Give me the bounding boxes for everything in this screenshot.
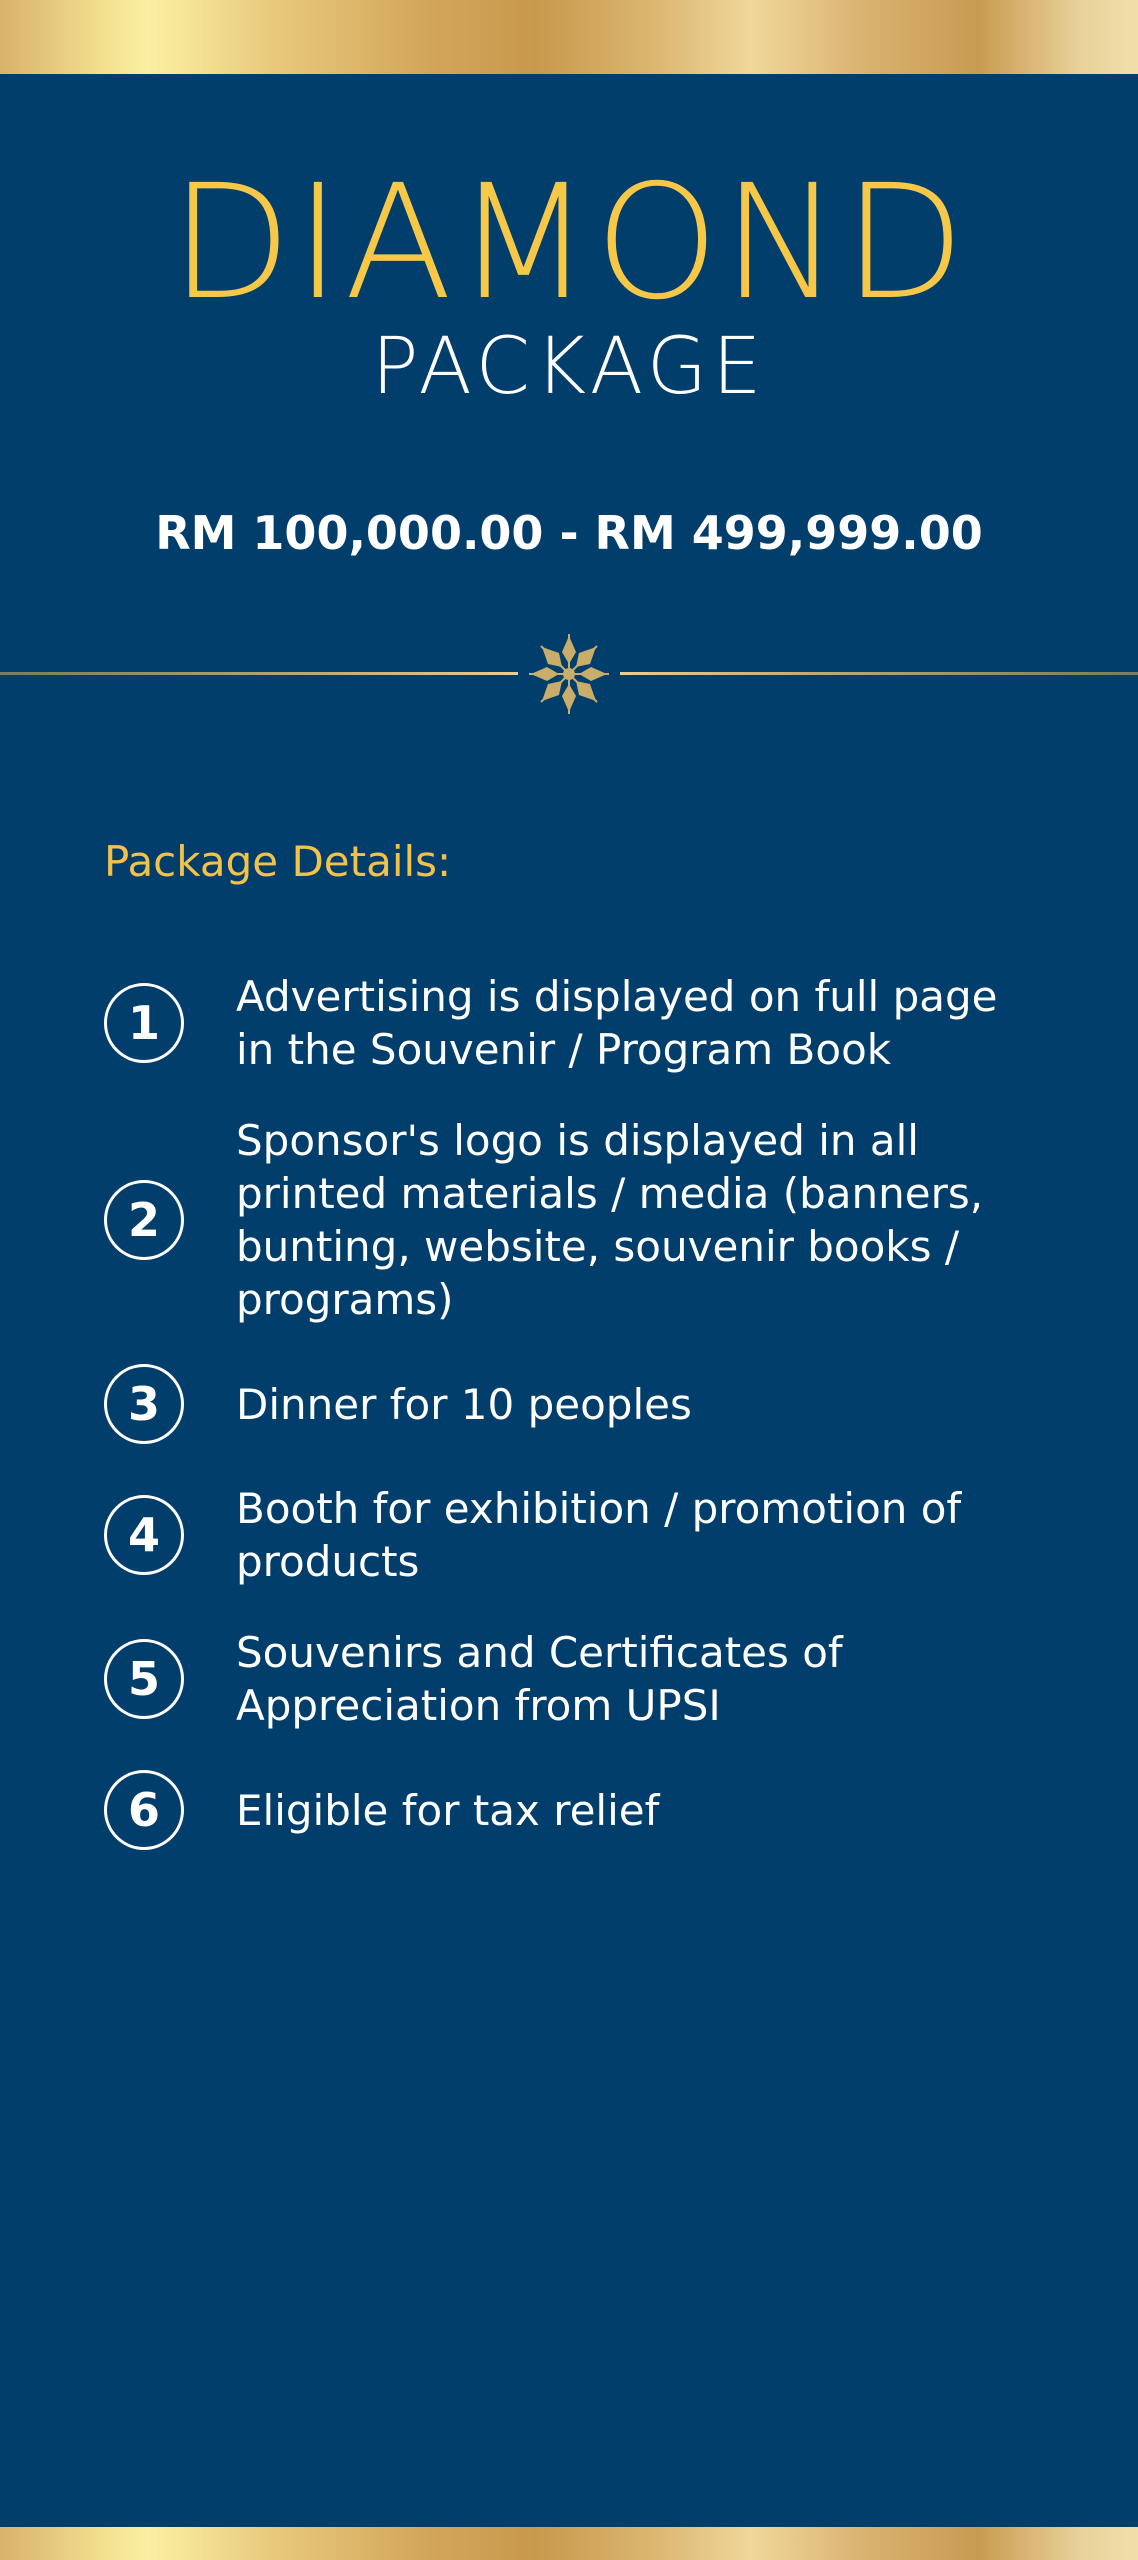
list-item	[104, 1114, 1044, 1326]
package-details-list	[104, 970, 1044, 1888]
list-item-text: Sponsor's logo is displayed in all printed materials / media (banners, bunting, website, souvenir books / programs)	[236, 1116, 984, 1324]
list-item	[104, 1364, 1044, 1444]
list-item	[104, 1482, 1044, 1588]
ornament-divider	[0, 628, 1138, 720]
list-item-text: Eligible for tax relief	[236, 1785, 660, 1835]
number-badge: 1	[104, 983, 184, 1063]
number-badge: 6	[104, 1770, 184, 1850]
package-title: DIAMOND	[170, 151, 968, 335]
package-details-heading: Package Details:	[104, 837, 452, 886]
snowflake-ornament-icon	[529, 634, 609, 714]
list-item-text: Advertising is displayed on full page in the Souvenir / Program Book	[236, 972, 998, 1074]
list-item-text: Souvenirs and Certificates of Appreciation from UPSI	[236, 1628, 843, 1730]
package-subtitle: PACKAGE	[371, 322, 767, 412]
list-item	[104, 1626, 1044, 1732]
number-badge: 4	[104, 1495, 184, 1575]
list-item-text: Dinner for 10 peoples	[236, 1379, 692, 1429]
list-item	[104, 970, 1044, 1076]
number-badge: 5	[104, 1639, 184, 1719]
list-item-text: Booth for exhibition / promotion of products	[236, 1484, 962, 1586]
divider-line-right	[620, 672, 1138, 675]
bottom-gold-band	[0, 2527, 1138, 2560]
number-badge: 3	[104, 1364, 184, 1444]
divider-line-left	[0, 672, 518, 675]
price-range: RM 100,000.00 - RM 499,999.00	[155, 506, 983, 560]
number-badge: 2	[104, 1180, 184, 1260]
list-item	[104, 1770, 1044, 1850]
top-gold-band	[0, 0, 1138, 74]
